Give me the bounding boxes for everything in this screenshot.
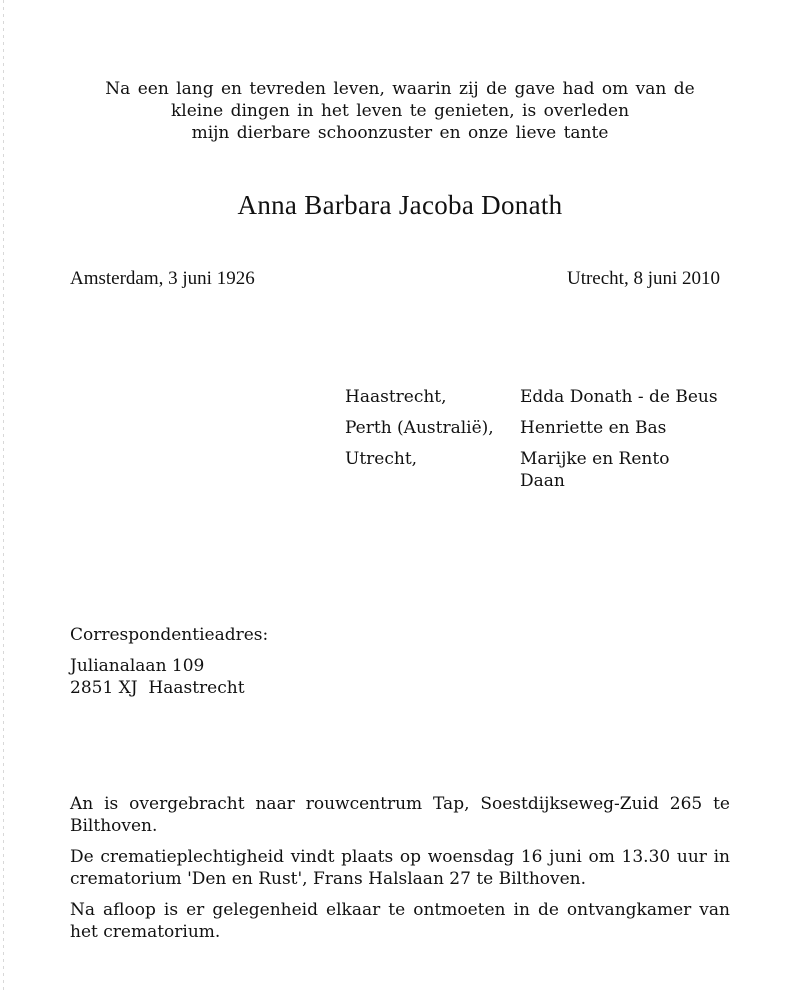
birth-place-date: Amsterdam, 3 juni 1926 <box>70 268 255 289</box>
mourner-name: Marijke en Rento <box>520 449 670 469</box>
mourners-list <box>345 386 718 501</box>
address-street: Julianalaan 109 <box>70 656 205 676</box>
mourner-name: Edda Donath - de Beus <box>520 387 718 407</box>
mourner-names <box>520 417 666 439</box>
address-postal-city: 2851 XJ Haastrecht <box>70 678 245 698</box>
scan-edge-divider <box>3 0 4 993</box>
mourner-place: Haastrecht, <box>345 387 447 407</box>
mourner-place: Utrecht, <box>345 449 418 469</box>
death-place-date: Utrecht, 8 juni 2010 <box>566 268 720 289</box>
mourner-row <box>345 386 718 408</box>
deceased-name: Anna Barbara Jacoba Donath <box>237 190 563 220</box>
mourner-names <box>520 386 718 408</box>
note-paragraph: An is overgebracht naar rouwcentrum Tap, Soestdijkseweg-Zuid 265 te Bilthoven. <box>70 794 730 836</box>
mourner-row <box>345 448 718 492</box>
mourner-name: Henriette en Bas <box>520 418 667 438</box>
correspondence-address <box>70 624 268 699</box>
note-paragraph: De crematieplechtigheid vindt plaats op woensdag 16 juni om 13.30 uur in crematorium 'Den en Rust', Frans Halslaan 27 te Bilthoven. <box>70 847 730 889</box>
mourner-name: Daan <box>520 471 565 491</box>
note-paragraph: Na afloop is er gelegenheid elkaar te ontmoeten in de ontvangkamer van het crematorium. <box>70 900 730 942</box>
mourner-place: Perth (Australië), <box>345 418 494 438</box>
intro-text <box>60 78 740 144</box>
funeral-notes <box>70 793 730 952</box>
mourner-names <box>520 448 669 492</box>
intro-line: mijn dierbare schoonzuster en onze lieve tante <box>191 123 609 143</box>
correspondence-heading: Correspondentieadres: <box>70 625 269 645</box>
intro-line: kleine dingen in het leven te genieten, is overleden <box>170 101 630 121</box>
intro-line: Na een lang en tevreden leven, waarin zij de gave had om van de <box>105 79 695 99</box>
mourner-row <box>345 417 718 439</box>
